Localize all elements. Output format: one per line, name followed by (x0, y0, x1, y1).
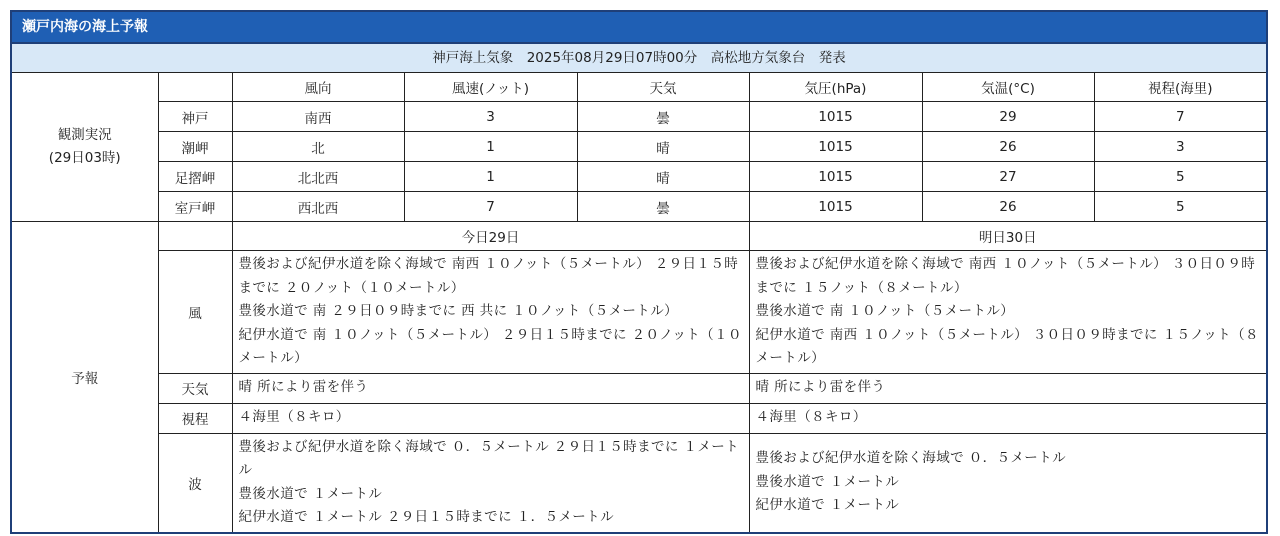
weather-label: 天気 (158, 373, 232, 403)
weather-day1-cell: 晴 所により雷を伴う (232, 373, 749, 403)
temp-cell: 27 (922, 162, 1094, 192)
pressure-cell: 1015 (749, 162, 922, 192)
wind-speed-cell: 1 (404, 162, 577, 192)
issued-line: 神戸海上気象 2025年08月29日07時00分 高松地方気象台 発表 (12, 44, 1266, 73)
station-name: 神戸 (158, 102, 232, 132)
wind-speed-cell: 7 (404, 192, 577, 222)
wave-label: 波 (158, 433, 232, 532)
temp-cell: 26 (922, 192, 1094, 222)
pressure-cell: 1015 (749, 132, 922, 162)
col-header: 風速(ノット) (404, 73, 577, 102)
wave-day2-line: 紀伊水道で １メートル (755, 497, 900, 514)
forecast-header-blank (158, 222, 232, 251)
pressure-cell: 1015 (749, 102, 922, 132)
marine-forecast-panel (10, 10, 1268, 534)
wave-day2-line: 豊後水道で １メートル (755, 473, 900, 490)
observation-header-row (12, 73, 1266, 102)
observation-label (12, 73, 158, 222)
weather-cell: 晴 (577, 162, 749, 192)
temp-cell: 29 (922, 102, 1094, 132)
forecast-label: 予報 (12, 222, 158, 532)
visibility-cell: 7 (1094, 102, 1266, 132)
wind-forecast-row (12, 251, 1266, 374)
visibility-cell: 3 (1094, 132, 1266, 162)
weather-cell: 晴 (577, 132, 749, 162)
weather-forecast-row (12, 373, 1266, 403)
day2-header: 明日30日 (749, 222, 1266, 251)
pressure-cell: 1015 (749, 192, 922, 222)
visibility-forecast-row (12, 403, 1266, 433)
wind-speed-cell: 1 (404, 132, 577, 162)
wind-dir-cell: 南西 (232, 102, 404, 132)
weather-cell: 曇 (577, 102, 749, 132)
wave-day2-line: 豊後および紀伊水道を除く海域で ０．５メートル (755, 450, 1066, 467)
visibility-cell: 5 (1094, 192, 1266, 222)
table-row (12, 102, 1266, 132)
page-title: 瀬戸内海の海上予報 (12, 12, 1266, 44)
table-row (12, 162, 1266, 192)
station-header-blank (158, 73, 232, 102)
wave-day1-line: 紀伊水道で １メートル ２９日１５時までに １．５メートル (238, 509, 614, 525)
wind-day2-line: 紀伊水道で 南西 １０ノット（５メートル） ３０日０９時までに １５ノット（８メートル） (755, 326, 1259, 366)
wave-day1-line: 豊後水道で １メートル (238, 485, 383, 502)
visibility-day2-cell: ４海里（８キロ） (749, 403, 1266, 433)
wind-dir-cell: 北 (232, 132, 404, 162)
wind-day1-cell (232, 251, 749, 374)
table-row (12, 132, 1266, 162)
day1-header: 今日29日 (232, 222, 749, 251)
forecast-header-row (12, 222, 1266, 251)
station-name: 潮岬 (158, 132, 232, 162)
wind-day2-line: 豊後および紀伊水道を除く海域で 南西 １０ノット（５メートル） ３０日０９時までに １５ノット（８メートル） (755, 256, 1256, 296)
col-header: 気温(°C) (922, 73, 1094, 102)
wave-day2-cell (749, 433, 1266, 532)
wind-label: 風 (158, 251, 232, 374)
temp-cell: 26 (922, 132, 1094, 162)
col-header: 天気 (577, 73, 749, 102)
wind-day2-line: 豊後水道で 南 １０ノット（５メートル） (755, 303, 1015, 319)
table-row (12, 192, 1266, 222)
wind-dir-cell: 西北西 (232, 192, 404, 222)
visibility-label: 視程 (158, 403, 232, 433)
wind-day1-line: 豊後水道で 南 ２９日０９時までに 西 共に １０ノット（５メートル） (238, 303, 679, 319)
col-header: 風向 (232, 73, 404, 102)
wind-speed-cell: 3 (404, 102, 577, 132)
wind-day1-line: 豊後および紀伊水道を除く海域で 南西 １０ノット（５メートル） ２９日１５時までに ２０ノット（１０メートル） (238, 256, 739, 296)
col-header: 視程(海里) (1094, 73, 1266, 102)
wind-dir-cell: 北北西 (232, 162, 404, 192)
visibility-day1-cell: ４海里（８キロ） (232, 403, 749, 433)
visibility-cell: 5 (1094, 162, 1266, 192)
weather-cell: 曇 (577, 192, 749, 222)
weather-day2-cell: 晴 所により雷を伴う (749, 373, 1266, 403)
wave-day1-line: 豊後および紀伊水道を除く海域で ０．５メートル ２９日１５時までに １メートル (238, 438, 740, 478)
station-name: 足摺岬 (158, 162, 232, 192)
wind-day2-cell (749, 251, 1266, 374)
wave-forecast-row (12, 433, 1266, 532)
observation-label-time: (29日03時) (48, 150, 121, 166)
col-header: 気圧(hPa) (749, 73, 922, 102)
wind-day1-line: 紀伊水道で 南 １０ノット（５メートル） ２９日１５時までに ２０ノット（１０メートル） (238, 326, 742, 366)
observation-label-title: 観測実況 (57, 127, 112, 143)
station-name: 室戸岬 (158, 192, 232, 222)
wave-day1-cell (232, 433, 749, 532)
forecast-table (12, 73, 1266, 532)
